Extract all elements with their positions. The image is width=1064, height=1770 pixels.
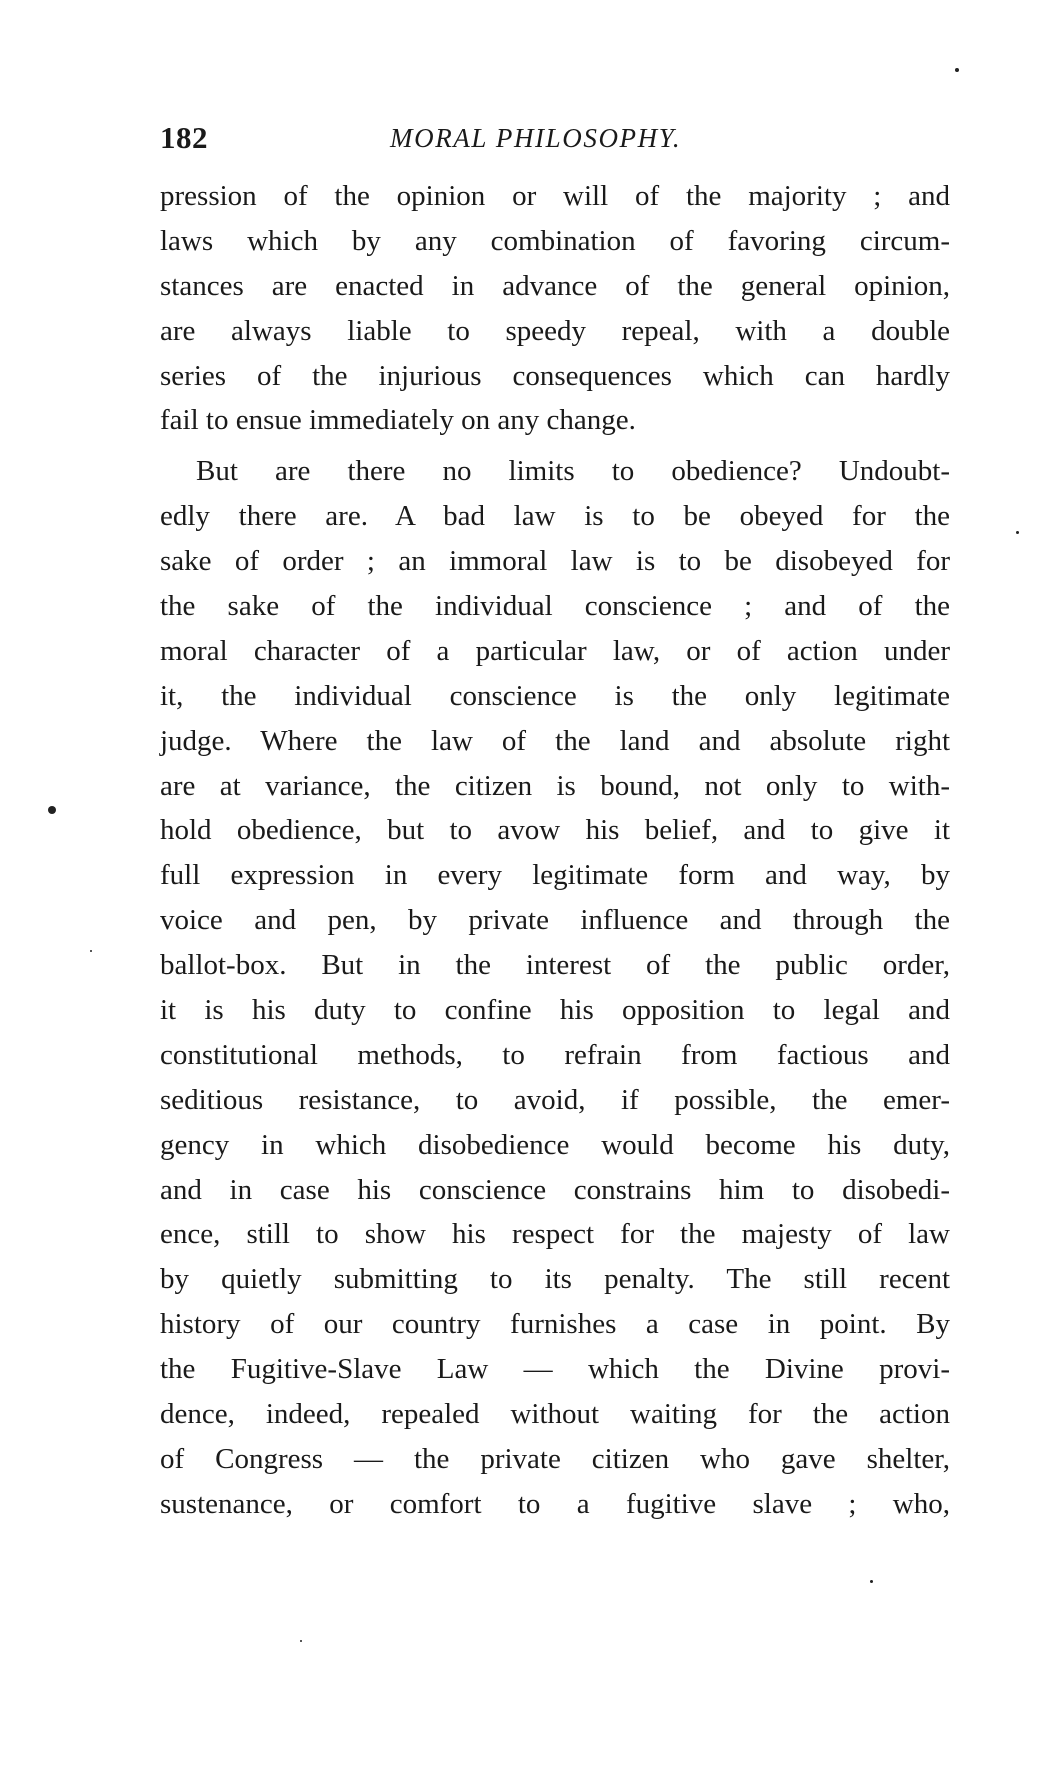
text-line: hold obedience, but to avow his belief, and to give it [160,814,950,847]
text-line: history of our country furnishes a case in point. By [160,1308,950,1341]
text-line: seditious resistance, to avoid, if possible, the emer- [160,1083,950,1116]
text-line: judge. Where the law of the land and absolute right [160,724,950,757]
text-line: and in case his conscience constrains him to disobedi- [160,1173,950,1206]
text-line: pression of the opinion or will of the majority ; and [160,180,950,212]
scan-speck [300,1640,302,1642]
scan-speck [90,950,92,952]
text-line: fail to ensue immediately on any change. [160,404,636,437]
text-line: series of the injurious consequences which can hardly [160,359,950,392]
text-line: gency in which disobedience would become his duty, [160,1128,950,1161]
text-line: laws which by any combination of favoring circum- [160,224,950,257]
paragraph-1 [160,174,950,443]
text-line: dence, indeed, repealed without waiting for the action [160,1398,950,1431]
page-header [160,114,950,162]
text-line: ballot-box. But in the interest of the public order, [160,949,950,982]
text-line: edly there are. A bad law is to be obeyed for the [160,500,950,533]
page-number: 182 [160,120,208,155]
text-line: the Fugitive-Slave Law — which the Divine provi- [160,1353,950,1386]
text-line: sake of order ; an immoral law is to be disobeyed for [160,545,950,578]
paragraph-2 [160,449,950,1526]
text-line: it, the individual conscience is the only legitimate [160,679,950,712]
text-line: moral character of a particular law, or of action under [160,634,950,667]
text-line: sustenance, or comfort to a fugitive slave ; who, [160,1487,950,1520]
text-line: are always liable to speedy repeal, with a double [160,314,950,347]
text-line: it is his duty to confine his opposition to legal and [160,994,950,1027]
body-text [160,174,950,1527]
running-head: MORAL PHILOSOPHY. [390,123,682,153]
text-line: full expression in every legitimate form and way, by [160,859,950,892]
text-line: are at variance, the citizen is bound, not only to with- [160,769,950,802]
text-line: by quietly submitting to its penalty. The still recent [160,1263,950,1296]
text-line: ence, still to show his respect for the majesty of law [160,1218,950,1251]
scan-speck [1016,531,1019,534]
scan-speck [48,806,56,814]
text-line: But are there no limits to obedience? Undoubt- [196,455,950,488]
text-line: stances are enacted in advance of the general opinion, [160,269,950,302]
text-line: the sake of the individual conscience ; and of the [160,590,950,623]
scan-speck [870,1580,873,1583]
text-line: of Congress — the private citizen who gave shelter, [160,1442,950,1475]
text-line: constitutional methods, to refrain from factious and [160,1038,950,1071]
scan-speck [955,68,959,72]
text-line: voice and pen, by private influence and through the [160,904,950,937]
